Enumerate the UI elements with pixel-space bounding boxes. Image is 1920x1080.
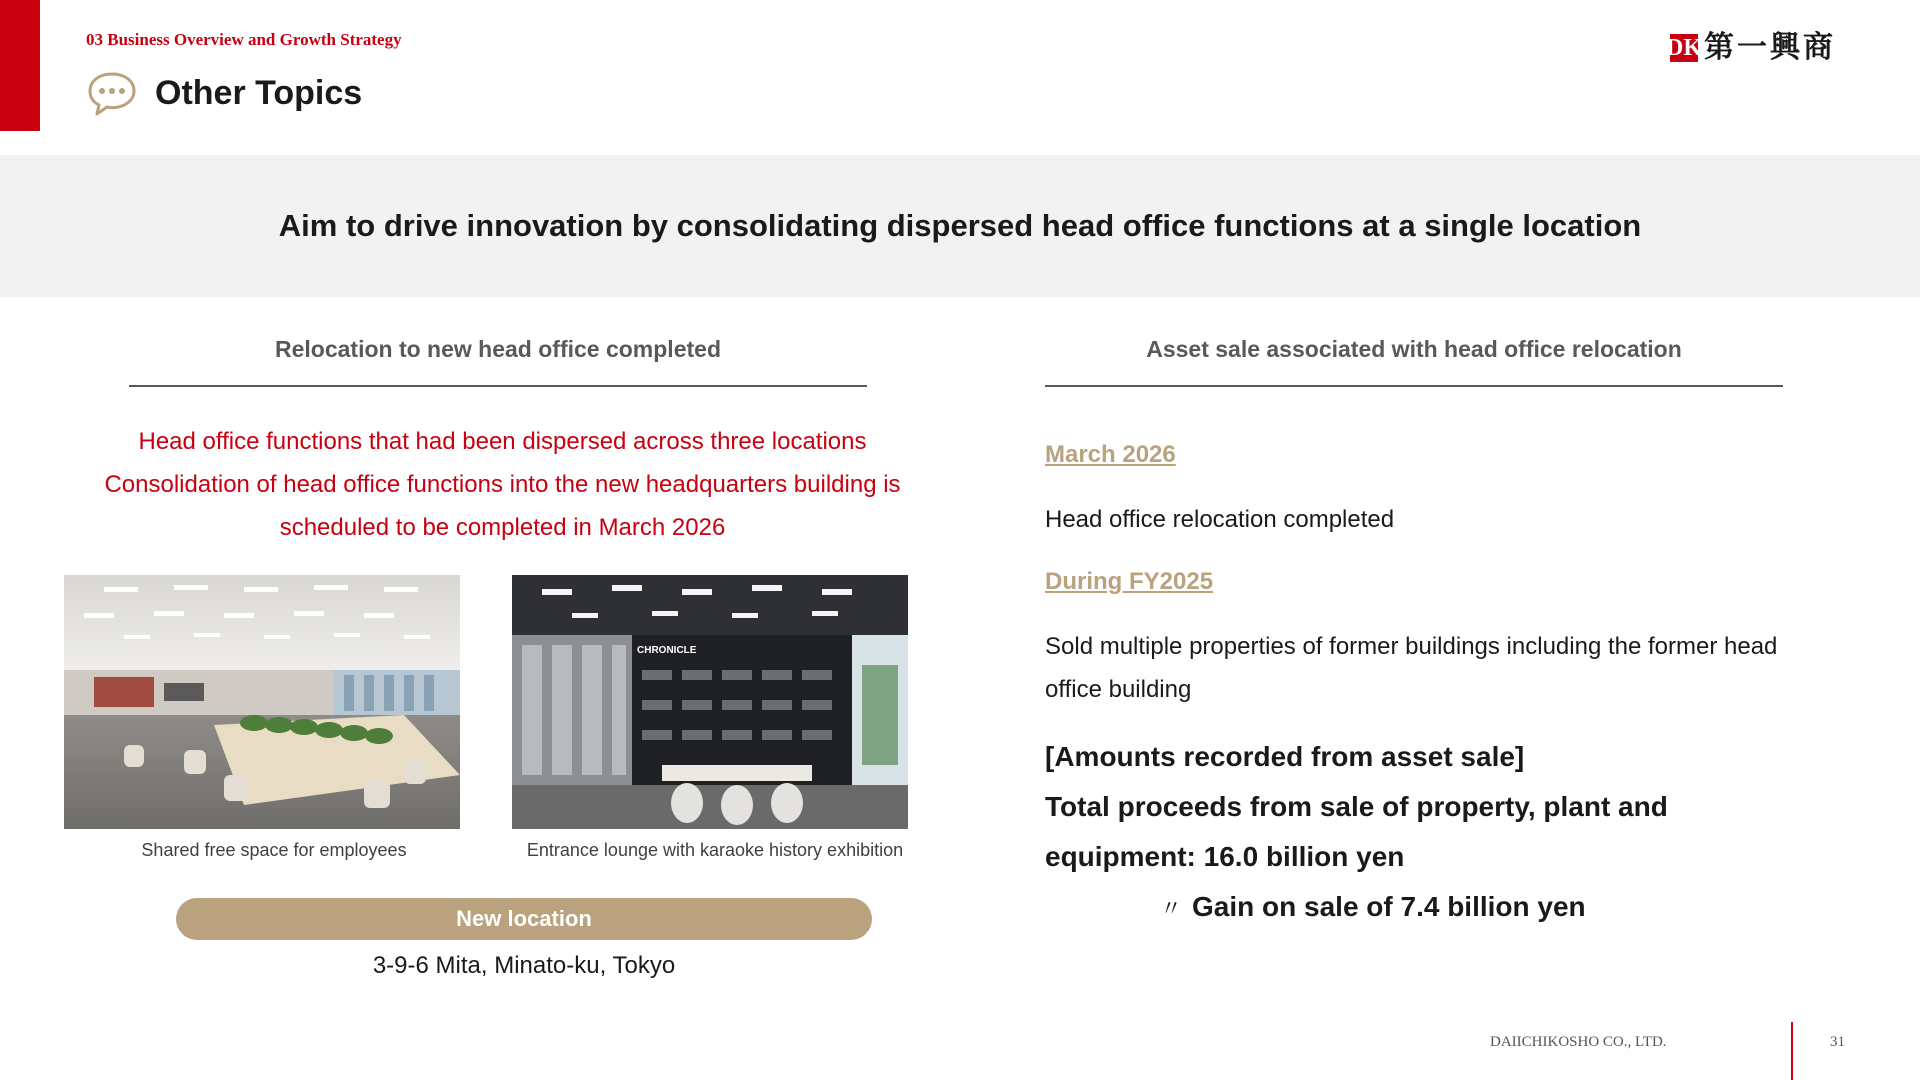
amounts-block (1045, 732, 1805, 934)
consolidation-note-line: scheduled to be completed in March 2026 (279, 514, 726, 541)
chronicle-sign: CHRONICLE (637, 645, 697, 656)
new-location-label: New location (176, 898, 872, 940)
relocation-completed-text: Head office relocation completed (1045, 506, 1395, 533)
lounge-caption: Entrance lounge with karaoke history exhibition (526, 840, 904, 860)
amounts-title: [Amounts recorded from asset sale] (1045, 741, 1525, 772)
gain-on-sale-text: Gain on sale of 7.4 billion yen (1192, 891, 1586, 922)
section-label: 03 Business Overview and Growth Strategy (86, 30, 402, 49)
logo-mark: DK (1666, 35, 1702, 61)
red-accent-tab (0, 0, 40, 131)
date-label: During FY2025 (1045, 568, 1214, 595)
key-message-banner (0, 155, 1920, 297)
property-sale-line: office building (1045, 676, 1192, 703)
fy2025-date (1045, 568, 1805, 596)
footer-company: DAIICHIKOSHO CO., LTD. (1490, 1034, 1667, 1050)
march-2026-date (1045, 441, 1805, 469)
right-column-heading: Asset sale associated with head office relocation (1045, 333, 1783, 387)
company-logo (1666, 30, 1836, 66)
consolidation-note (65, 420, 940, 549)
new-location-address: 3-9-6 Mita, Minato-ku, Tokyo (372, 952, 676, 979)
consolidation-note-line: Head office functions that had been dispersed across three locations (138, 428, 867, 455)
total-proceeds-line: equipment: 16.0 billion yen (1045, 841, 1405, 872)
entrance-lounge-photo (512, 575, 908, 829)
office-free-space-photo (64, 575, 460, 829)
date-label: March 2026 (1045, 441, 1176, 468)
left-column-heading: Relocation to new head office completed (129, 333, 867, 387)
property-sale-line: Sold multiple properties of former buildings including the former head (1045, 633, 1778, 660)
property-sale-text (1045, 625, 1805, 711)
key-message-text: Aim to drive innovation by consolidating dispersed head office functions at a single location (278, 208, 1642, 243)
free-space-caption: Shared free space for employees (141, 840, 407, 860)
logo-text: 第一興商 (1704, 30, 1836, 65)
footer-divider (1791, 1022, 1793, 1080)
ditto-mark: 〃 (1160, 896, 1183, 921)
consolidation-note-line: Consolidation of head office functions into the new headquarters building is (104, 471, 901, 498)
page-title: Other Topics (155, 74, 363, 112)
total-proceeds-line: Total proceeds from sale of property, plant and (1045, 791, 1668, 822)
page-number: 31 (1830, 1034, 1845, 1050)
speech-bubble-icon (86, 70, 138, 118)
gain-on-sale-line (1045, 882, 1805, 934)
